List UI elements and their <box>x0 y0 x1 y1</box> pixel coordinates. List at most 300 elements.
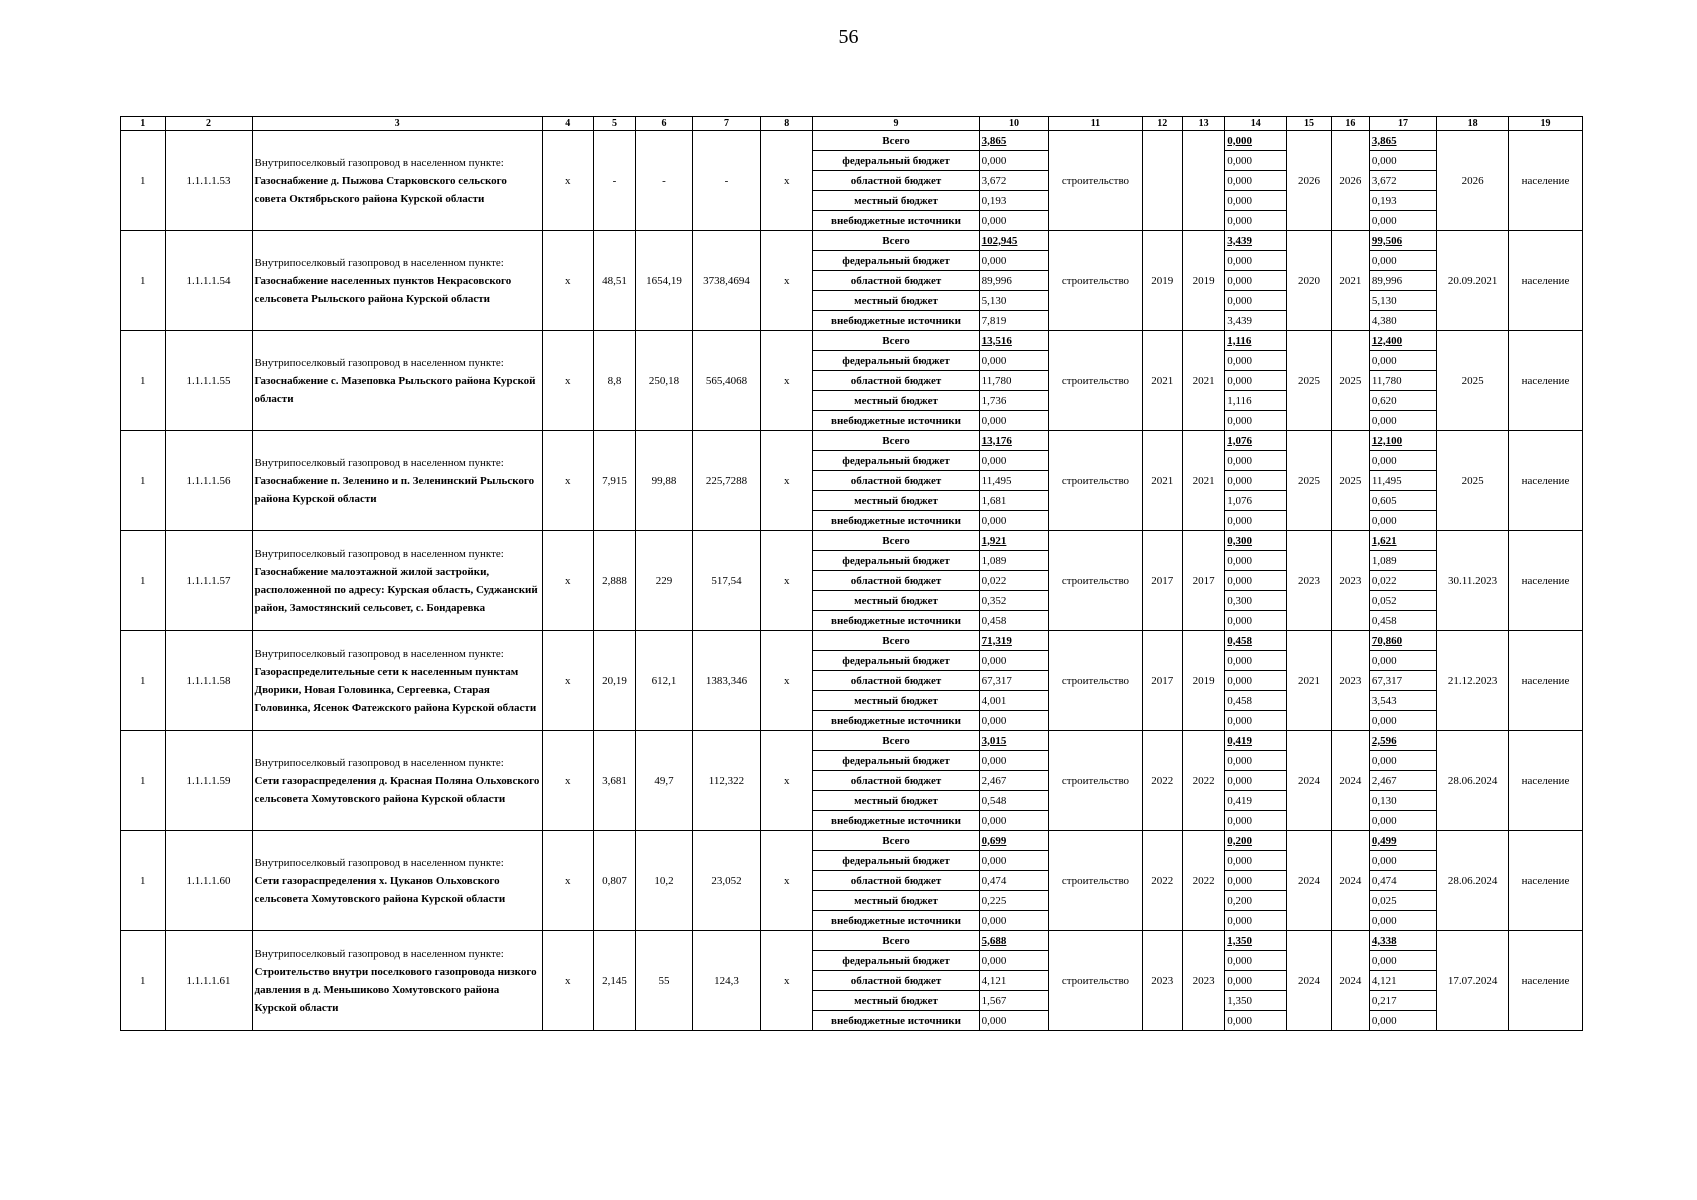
object-name-cell <box>252 531 542 631</box>
table-row <box>121 731 1583 751</box>
funded-value: 0,000 <box>1225 571 1287 591</box>
level-cell: 1 <box>121 831 166 931</box>
purpose-cell: население <box>1508 631 1582 731</box>
length-cell: 2,888 <box>593 531 635 631</box>
remaining-value: 0,000 <box>1369 751 1436 771</box>
cost-total-value: 11,495 <box>979 471 1049 491</box>
remaining-value: 0,000 <box>1369 211 1436 231</box>
col7-cell: 565,4068 <box>692 331 760 431</box>
level-cell: 1 <box>121 631 166 731</box>
remaining-value: 89,996 <box>1369 271 1436 291</box>
completion-date-cell: 28.06.2024 <box>1437 731 1509 831</box>
funding-source-label: внебюджетные источники <box>813 211 979 231</box>
remaining-value: 0,000 <box>1369 251 1436 271</box>
col7-cell: 1383,346 <box>692 631 760 731</box>
col4-cell: х <box>542 231 593 331</box>
funding-source-label: Всего <box>813 731 979 751</box>
code-cell: 1.1.1.1.53 <box>165 131 252 231</box>
cost-total-value: 0,458 <box>979 611 1049 631</box>
cost-total-value: 0,474 <box>979 871 1049 891</box>
cost-total-value: 0,000 <box>979 811 1049 831</box>
funded-value: 1,076 <box>1225 491 1287 511</box>
object-name-cell <box>252 731 542 831</box>
funded-value: 3,439 <box>1225 231 1287 251</box>
table-row <box>121 531 1583 551</box>
code-cell: 1.1.1.1.57 <box>165 531 252 631</box>
funded-value: 0,000 <box>1225 671 1287 691</box>
remaining-value: 0,000 <box>1369 411 1436 431</box>
start-year-cell: 2022 <box>1142 731 1182 831</box>
cost-total-value: 0,000 <box>979 1011 1049 1031</box>
col7-cell: 3738,4694 <box>692 231 760 331</box>
funded-value: 0,000 <box>1225 911 1287 931</box>
start-year-cell: 2022 <box>1142 831 1182 931</box>
funding-source-label: федеральный бюджет <box>813 451 979 471</box>
funding-source-label: федеральный бюджет <box>813 151 979 171</box>
object-name-prefix: Внутрипоселковый газопровод в населенном пункте: <box>254 356 504 369</box>
col7-cell: 124,3 <box>692 931 760 1031</box>
purpose-cell: население <box>1508 931 1582 1031</box>
col15-year-cell: 2025 <box>1287 331 1332 431</box>
column-number-14: 14 <box>1225 117 1287 131</box>
level-cell: 1 <box>121 131 166 231</box>
level-cell: 1 <box>121 231 166 331</box>
table-row <box>121 831 1583 851</box>
work-type-cell: строительство <box>1049 831 1142 931</box>
cost-total-value: 4,121 <box>979 971 1049 991</box>
table-row <box>121 231 1583 251</box>
funding-source-label: Всего <box>813 431 979 451</box>
end-year-cell: 2019 <box>1182 631 1224 731</box>
funding-source-label: федеральный бюджет <box>813 851 979 871</box>
cost-total-value: 5,688 <box>979 931 1049 951</box>
start-year-cell: 2017 <box>1142 631 1182 731</box>
col4-cell: х <box>542 531 593 631</box>
work-type-cell: строительство <box>1049 731 1142 831</box>
code-cell: 1.1.1.1.60 <box>165 831 252 931</box>
object-name-cell <box>252 131 542 231</box>
funded-value: 0,000 <box>1225 371 1287 391</box>
col8-cell: х <box>761 531 813 631</box>
start-year-cell: 2017 <box>1142 531 1182 631</box>
column-number-19: 19 <box>1508 117 1582 131</box>
funded-value: 0,200 <box>1225 831 1287 851</box>
remaining-value: 3,672 <box>1369 171 1436 191</box>
funding-source-label: Всего <box>813 231 979 251</box>
col8-cell: х <box>761 231 813 331</box>
remaining-value: 12,100 <box>1369 431 1436 451</box>
remaining-value: 11,780 <box>1369 371 1436 391</box>
col7-cell: 23,052 <box>692 831 760 931</box>
funding-source-label: внебюджетные источники <box>813 1011 979 1031</box>
col15-year-cell: 2025 <box>1287 431 1332 531</box>
funding-source-label: федеральный бюджет <box>813 251 979 271</box>
cost-total-value: 0,022 <box>979 571 1049 591</box>
cost-total-value: 1,681 <box>979 491 1049 511</box>
funding-source-label: областной бюджет <box>813 471 979 491</box>
column-number-2: 2 <box>165 117 252 131</box>
col16-year-cell: 2023 <box>1331 631 1369 731</box>
col8-cell: х <box>761 831 813 931</box>
object-name-prefix: Внутрипоселковый газопровод в населенном пункте: <box>254 756 504 769</box>
funding-source-label: Всего <box>813 831 979 851</box>
col15-year-cell: 2020 <box>1287 231 1332 331</box>
completion-date-cell: 21.12.2023 <box>1437 631 1509 731</box>
column-number-17: 17 <box>1369 117 1436 131</box>
remaining-value: 0,499 <box>1369 831 1436 851</box>
level-cell: 1 <box>121 331 166 431</box>
length-cell: 8,8 <box>593 331 635 431</box>
end-year-cell: 2021 <box>1182 331 1224 431</box>
funded-value: 0,458 <box>1225 691 1287 711</box>
funded-value: 0,000 <box>1225 1011 1287 1031</box>
funded-value: 0,000 <box>1225 871 1287 891</box>
cost-total-value: 7,819 <box>979 311 1049 331</box>
code-cell: 1.1.1.1.59 <box>165 731 252 831</box>
table-row <box>121 431 1583 451</box>
funded-value: 0,000 <box>1225 711 1287 731</box>
funded-value: 0,000 <box>1225 251 1287 271</box>
col4-cell: х <box>542 731 593 831</box>
remaining-value: 0,458 <box>1369 611 1436 631</box>
column-number-4: 4 <box>542 117 593 131</box>
funded-value: 0,000 <box>1225 271 1287 291</box>
remaining-value: 0,052 <box>1369 591 1436 611</box>
funded-value: 0,200 <box>1225 891 1287 911</box>
col7-cell: 112,322 <box>692 731 760 831</box>
funding-source-label: Всего <box>813 131 979 151</box>
remaining-value: 0,000 <box>1369 911 1436 931</box>
cost-total-value: 1,567 <box>979 991 1049 1011</box>
funding-source-label: местный бюджет <box>813 591 979 611</box>
cost-total-value: 1,921 <box>979 531 1049 551</box>
cost-total-value: 0,000 <box>979 251 1049 271</box>
funding-source-label: областной бюджет <box>813 171 979 191</box>
remaining-value: 0,000 <box>1369 1011 1436 1031</box>
completion-date-cell: 20.09.2021 <box>1437 231 1509 331</box>
funded-value: 0,000 <box>1225 191 1287 211</box>
funding-source-label: внебюджетные источники <box>813 711 979 731</box>
cost-total-value: 4,001 <box>979 691 1049 711</box>
length-cell: 48,51 <box>593 231 635 331</box>
funding-source-label: областной бюджет <box>813 971 979 991</box>
funded-value: 0,000 <box>1225 551 1287 571</box>
cost-total-value: 0,000 <box>979 951 1049 971</box>
length-cell: 0,807 <box>593 831 635 931</box>
cost-total-value: 3,865 <box>979 131 1049 151</box>
completion-date-cell: 2025 <box>1437 331 1509 431</box>
cost-total-value: 1,089 <box>979 551 1049 571</box>
remaining-value: 0,000 <box>1369 851 1436 871</box>
column-number-8: 8 <box>761 117 813 131</box>
funded-value: 0,000 <box>1225 211 1287 231</box>
column-number-18: 18 <box>1437 117 1509 131</box>
remaining-value: 0,000 <box>1369 711 1436 731</box>
page-number: 56 <box>838 26 859 48</box>
funded-value: 0,000 <box>1225 171 1287 191</box>
level-cell: 1 <box>121 531 166 631</box>
funded-value: 0,000 <box>1225 411 1287 431</box>
purpose-cell: население <box>1508 131 1582 231</box>
cost-total-value: 0,000 <box>979 911 1049 931</box>
funding-source-label: внебюджетные источники <box>813 611 979 631</box>
funded-value: 3,439 <box>1225 311 1287 331</box>
object-name-prefix: Внутрипоселковый газопровод в населенном пункте: <box>254 256 504 269</box>
funded-value: 1,350 <box>1225 931 1287 951</box>
remaining-value: 4,380 <box>1369 311 1436 331</box>
funding-source-label: областной бюджет <box>813 871 979 891</box>
code-cell: 1.1.1.1.61 <box>165 931 252 1031</box>
work-type-cell: строительство <box>1049 331 1142 431</box>
cost-total-value: 13,176 <box>979 431 1049 451</box>
funded-value: 0,000 <box>1225 451 1287 471</box>
remaining-value: 0,025 <box>1369 891 1436 911</box>
completion-date-cell: 17.07.2024 <box>1437 931 1509 1031</box>
col8-cell: х <box>761 631 813 731</box>
work-type-cell: строительство <box>1049 431 1142 531</box>
remaining-value: 70,860 <box>1369 631 1436 651</box>
col16-year-cell: 2026 <box>1331 131 1369 231</box>
funding-source-label: федеральный бюджет <box>813 351 979 371</box>
funded-value: 0,000 <box>1225 851 1287 871</box>
col15-year-cell: 2024 <box>1287 731 1332 831</box>
funded-value: 1,350 <box>1225 991 1287 1011</box>
remaining-value: 12,400 <box>1369 331 1436 351</box>
col4-cell: х <box>542 631 593 731</box>
remaining-value: 1,621 <box>1369 531 1436 551</box>
object-name-title: Сети газораспределения х. Цуканов Ольховского сельсовета Хомутовского района Курской области <box>254 874 506 905</box>
col7-cell: - <box>692 131 760 231</box>
object-name-prefix: Внутрипоселковый газопровод в населенном пункте: <box>254 856 504 869</box>
funded-value: 1,116 <box>1225 391 1287 411</box>
funding-source-label: местный бюджет <box>813 891 979 911</box>
remaining-value: 67,317 <box>1369 671 1436 691</box>
purpose-cell: население <box>1508 331 1582 431</box>
work-type-cell: строительство <box>1049 931 1142 1031</box>
cost-total-value: 3,015 <box>979 731 1049 751</box>
funded-value: 1,116 <box>1225 331 1287 351</box>
col6-cell: 612,1 <box>636 631 693 731</box>
purpose-cell: население <box>1508 831 1582 931</box>
col6-cell: 250,18 <box>636 331 693 431</box>
cost-total-value: 0,000 <box>979 411 1049 431</box>
remaining-value: 4,338 <box>1369 931 1436 951</box>
funding-source-label: федеральный бюджет <box>813 951 979 971</box>
column-number-16: 16 <box>1331 117 1369 131</box>
length-cell: 7,915 <box>593 431 635 531</box>
funding-source-label: Всего <box>813 631 979 651</box>
funded-value: 0,300 <box>1225 531 1287 551</box>
cost-total-value: 0,352 <box>979 591 1049 611</box>
remaining-value: 2,596 <box>1369 731 1436 751</box>
column-number-3: 3 <box>252 117 542 131</box>
remaining-value: 0,022 <box>1369 571 1436 591</box>
end-year-cell: 2022 <box>1182 731 1224 831</box>
cost-total-value: 2,467 <box>979 771 1049 791</box>
column-number-9: 9 <box>813 117 979 131</box>
object-name-title: Газораспределительные сети к населенным пунктам Дворики, Новая Головинка, Сергеевка, Старая Головинка, Ясенок Фатежского района Курской области <box>254 665 537 714</box>
cost-total-value: 0,000 <box>979 751 1049 771</box>
funding-source-label: областной бюджет <box>813 271 979 291</box>
object-name-prefix: Внутрипоселковый газопровод в населенном пункте: <box>254 547 504 560</box>
funded-value: 0,000 <box>1225 811 1287 831</box>
cost-total-value: 89,996 <box>979 271 1049 291</box>
funded-value: 1,076 <box>1225 431 1287 451</box>
funded-value: 0,419 <box>1225 731 1287 751</box>
cost-total-value: 102,945 <box>979 231 1049 251</box>
completion-date-cell: 2026 <box>1437 131 1509 231</box>
end-year-cell: 2017 <box>1182 531 1224 631</box>
remaining-value: 0,474 <box>1369 871 1436 891</box>
object-name-title: Газоснабжение населенных пунктов Некрасовского сельсовета Рыльского района Курской области <box>254 274 512 305</box>
cost-total-value: 3,672 <box>979 171 1049 191</box>
column-number-15: 15 <box>1287 117 1332 131</box>
remaining-value: 0,605 <box>1369 491 1436 511</box>
col6-cell: 49,7 <box>636 731 693 831</box>
funded-value: 0,000 <box>1225 471 1287 491</box>
object-name-cell <box>252 431 542 531</box>
end-year-cell: 2022 <box>1182 831 1224 931</box>
cost-total-value: 0,000 <box>979 511 1049 531</box>
col8-cell: х <box>761 331 813 431</box>
remaining-value: 4,121 <box>1369 971 1436 991</box>
purpose-cell: население <box>1508 731 1582 831</box>
col16-year-cell: 2024 <box>1331 731 1369 831</box>
cost-total-value: 11,780 <box>979 371 1049 391</box>
remaining-value: 99,506 <box>1369 231 1436 251</box>
cost-total-value: 5,130 <box>979 291 1049 311</box>
column-number-6: 6 <box>636 117 693 131</box>
object-name-title: Газоснабжение малоэтажной жилой застройки, расположенной по адресу: Курская область, Суджанский район, Замостянский сельсовет, с. Бондаревка <box>254 565 538 614</box>
remaining-value: 0,000 <box>1369 511 1436 531</box>
col8-cell: х <box>761 131 813 231</box>
funding-source-label: федеральный бюджет <box>813 651 979 671</box>
table-row <box>121 331 1583 351</box>
remaining-value: 5,130 <box>1369 291 1436 311</box>
remaining-value: 0,000 <box>1369 951 1436 971</box>
column-number-12: 12 <box>1142 117 1182 131</box>
object-name-title: Сети газораспределения д. Красная Поляна Ольховского сельсовета Хомутовского района Курской области <box>254 774 540 805</box>
column-number-header <box>121 117 1583 131</box>
code-cell: 1.1.1.1.55 <box>165 331 252 431</box>
funding-source-label: областной бюджет <box>813 571 979 591</box>
col6-cell: - <box>636 131 693 231</box>
length-cell: 2,145 <box>593 931 635 1031</box>
code-cell: 1.1.1.1.56 <box>165 431 252 531</box>
col15-year-cell: 2021 <box>1287 631 1332 731</box>
object-name-cell <box>252 631 542 731</box>
remaining-value: 0,000 <box>1369 811 1436 831</box>
object-name-title: Газоснабжение с. Мазеповка Рыльского района Курской области <box>254 374 536 405</box>
work-type-cell: строительство <box>1049 131 1142 231</box>
cost-total-value: 0,000 <box>979 151 1049 171</box>
table-row <box>121 631 1583 651</box>
funding-source-label: областной бюджет <box>813 371 979 391</box>
col7-cell: 517,54 <box>692 531 760 631</box>
end-year-cell: 2019 <box>1182 231 1224 331</box>
cost-total-value: 0,699 <box>979 831 1049 851</box>
cost-total-value: 0,225 <box>979 891 1049 911</box>
cost-total-value: 0,548 <box>979 791 1049 811</box>
remaining-value: 11,495 <box>1369 471 1436 491</box>
cost-total-value: 0,193 <box>979 191 1049 211</box>
object-name-prefix: Внутрипоселковый газопровод в населенном пункте: <box>254 156 504 169</box>
col6-cell: 10,2 <box>636 831 693 931</box>
col15-year-cell: 2023 <box>1287 531 1332 631</box>
start-year-cell: 2021 <box>1142 431 1182 531</box>
funding-source-label: местный бюджет <box>813 191 979 211</box>
purpose-cell: население <box>1508 231 1582 331</box>
col4-cell: х <box>542 931 593 1031</box>
table-row <box>121 931 1583 951</box>
col8-cell: х <box>761 431 813 531</box>
column-number-11: 11 <box>1049 117 1142 131</box>
funding-source-label: областной бюджет <box>813 771 979 791</box>
start-year-cell: 2019 <box>1142 231 1182 331</box>
object-name-title: Строительство внутри поселкового газопровода низкого давления в д. Меньшиково Хомутовского района Курской области <box>254 965 537 1014</box>
remaining-value: 0,130 <box>1369 791 1436 811</box>
col6-cell: 55 <box>636 931 693 1031</box>
col16-year-cell: 2023 <box>1331 531 1369 631</box>
col16-year-cell: 2024 <box>1331 931 1369 1031</box>
start-year-cell: 2021 <box>1142 331 1182 431</box>
funded-value: 0,000 <box>1225 151 1287 171</box>
column-number-1: 1 <box>121 117 166 131</box>
col4-cell: х <box>542 431 593 531</box>
table-row <box>121 131 1583 151</box>
funded-value: 0,000 <box>1225 951 1287 971</box>
funded-value: 0,000 <box>1225 771 1287 791</box>
cost-total-value: 0,000 <box>979 711 1049 731</box>
col4-cell: х <box>542 331 593 431</box>
remaining-value: 0,193 <box>1369 191 1436 211</box>
cost-total-value: 0,000 <box>979 851 1049 871</box>
object-name-prefix: Внутрипоселковый газопровод в населенном пункте: <box>254 947 504 960</box>
col16-year-cell: 2021 <box>1331 231 1369 331</box>
funding-source-label: местный бюджет <box>813 391 979 411</box>
remaining-value: 3,865 <box>1369 131 1436 151</box>
funded-value: 0,300 <box>1225 591 1287 611</box>
purpose-cell: население <box>1508 431 1582 531</box>
length-cell: - <box>593 131 635 231</box>
level-cell: 1 <box>121 431 166 531</box>
funding-source-label: внебюджетные источники <box>813 511 979 531</box>
col6-cell: 229 <box>636 531 693 631</box>
funding-source-label: Всего <box>813 331 979 351</box>
code-cell: 1.1.1.1.54 <box>165 231 252 331</box>
funded-value: 0,000 <box>1225 611 1287 631</box>
work-type-cell: строительство <box>1049 631 1142 731</box>
col16-year-cell: 2025 <box>1331 331 1369 431</box>
object-name-cell <box>252 331 542 431</box>
funded-value: 0,000 <box>1225 651 1287 671</box>
investment-table <box>120 116 1583 1031</box>
cost-total-value: 0,000 <box>979 451 1049 471</box>
col6-cell: 1654,19 <box>636 231 693 331</box>
col8-cell: х <box>761 931 813 1031</box>
remaining-value: 0,000 <box>1369 351 1436 371</box>
funding-source-label: местный бюджет <box>813 691 979 711</box>
completion-date-cell: 28.06.2024 <box>1437 831 1509 931</box>
funded-value: 0,000 <box>1225 291 1287 311</box>
completion-date-cell: 2025 <box>1437 431 1509 531</box>
remaining-value: 3,543 <box>1369 691 1436 711</box>
col4-cell: х <box>542 831 593 931</box>
remaining-value: 2,467 <box>1369 771 1436 791</box>
funding-source-label: Всего <box>813 931 979 951</box>
work-type-cell: строительство <box>1049 231 1142 331</box>
start-year-cell: 2023 <box>1142 931 1182 1031</box>
